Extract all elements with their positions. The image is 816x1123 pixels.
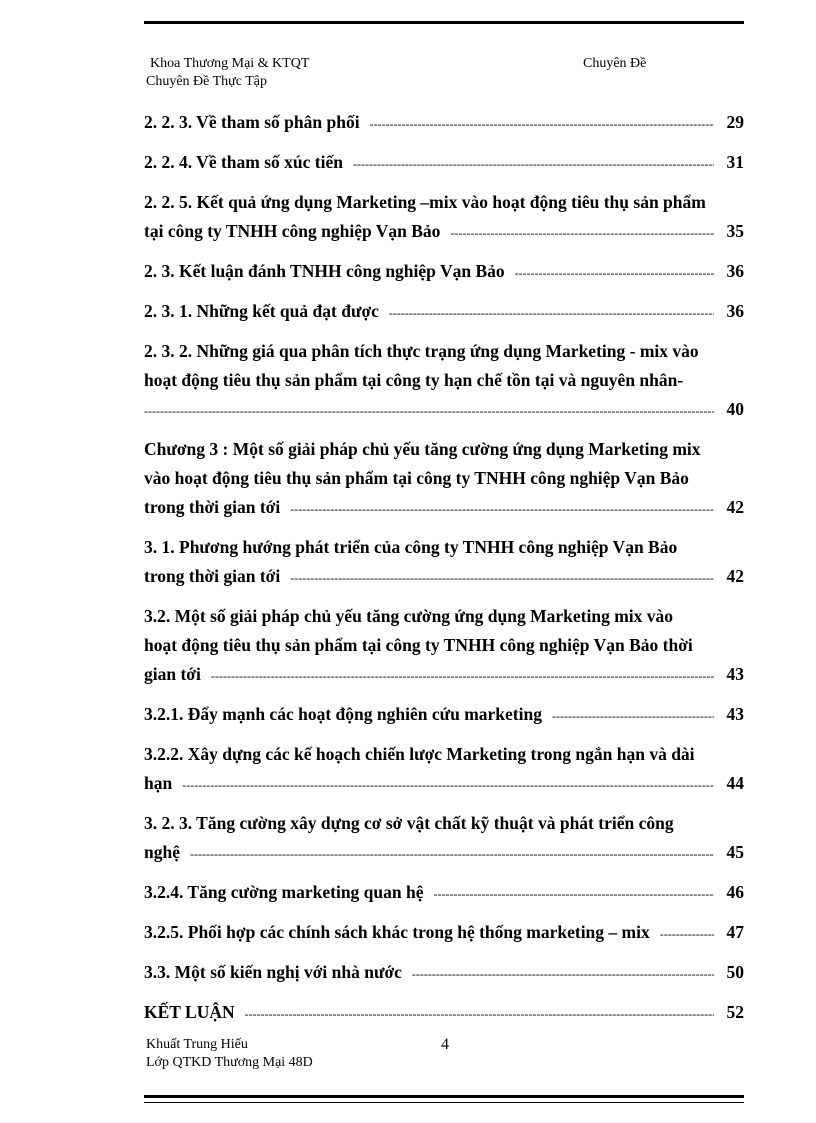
- toc-entry-title: 3.2.1. Đẩy mạnh các hoạt động nghiên cứu marketing: [144, 704, 542, 724]
- toc-entry-title: hạn: [144, 773, 173, 793]
- dot-leader: [245, 1000, 714, 1029]
- toc-entry-lastline: [144, 769, 744, 800]
- toc-page-number: 29: [726, 112, 744, 132]
- toc-entry-title: 2. 2. 4. Về tham số xúc tiến: [144, 152, 343, 172]
- toc-entry[interactable]: [144, 337, 744, 426]
- page-number: 4: [441, 1036, 449, 1053]
- toc-entry-title: 2. 3. 1. Những kết quả đạt được: [144, 301, 379, 321]
- footer-rule: [144, 1095, 744, 1103]
- footer-class: Lớp QTKD Thương Mại 48D: [146, 1055, 313, 1070]
- header-faculty: Khoa Thương Mại & KTQT: [150, 56, 310, 71]
- toc-page-number: 42: [726, 497, 744, 517]
- toc-entry[interactable]: [144, 740, 744, 800]
- toc-page-number: 46: [726, 882, 744, 902]
- toc-entry-lastline: [144, 493, 744, 524]
- toc-entry-line: 2. 2. 5. Kết quả ứng dụng Marketing –mix vào hoạt động tiêu thụ sản phẩm: [144, 192, 706, 212]
- toc-entry[interactable]: [144, 435, 744, 524]
- toc-entry[interactable]: [144, 533, 744, 593]
- toc-page-number: 35: [726, 221, 744, 241]
- toc-entry[interactable]: [144, 108, 744, 139]
- dot-leader: [290, 495, 714, 524]
- dot-leader: [389, 299, 714, 328]
- dot-leader: [353, 150, 714, 179]
- toc-entry-line: 3.2. Một số giải pháp chủ yếu tăng cường ứng dụng Marketing mix vào: [144, 606, 674, 626]
- toc-entry-lastline: [144, 257, 744, 288]
- toc-entry-lastline: [144, 700, 744, 731]
- footer-author-block: [146, 1036, 313, 1072]
- toc-page-number: 43: [726, 664, 744, 684]
- toc-entry[interactable]: [144, 602, 744, 691]
- toc-page-number: 45: [726, 842, 744, 862]
- dot-leader: [552, 702, 714, 731]
- dot-leader: [182, 771, 714, 800]
- toc-page-number: 36: [726, 301, 744, 321]
- dot-leader: [144, 397, 714, 426]
- toc-entry-line: 3. 2. 3. Tăng cường xây dựng cơ sở vật chất kỹ thuật và phát triển công: [144, 813, 674, 833]
- toc-entry-lastline: [144, 108, 744, 139]
- toc-page-number: 31: [726, 152, 744, 172]
- toc-entry-title: trong thời gian tới: [144, 566, 281, 586]
- toc-entry-lastline: [144, 998, 744, 1029]
- toc-entry-lastline: [144, 297, 744, 328]
- header-rule: [144, 21, 744, 24]
- toc-entry[interactable]: [144, 998, 744, 1029]
- toc-entry-title: tại công ty TNHH công nghiệp Vạn Bảo: [144, 221, 441, 241]
- toc-entry[interactable]: [144, 809, 744, 869]
- toc-entry-line: 2. 3. 2. Những giá qua phân tích thực trạng ứng dụng Marketing - mix vào: [144, 341, 699, 361]
- table-of-contents: [144, 108, 744, 1038]
- toc-entry[interactable]: [144, 148, 744, 179]
- toc-entry-line: hoạt động tiêu thụ sản phẩm tại công ty TNHH công nghiệp Vạn Bảo thời: [144, 635, 693, 655]
- toc-entry-lastline: [144, 660, 744, 691]
- toc-entry-lastline: [144, 217, 744, 248]
- toc-entry-title: KẾT LUẬN: [144, 1002, 235, 1022]
- toc-entry[interactable]: [144, 188, 744, 248]
- toc-page-number: 36: [726, 261, 744, 281]
- toc-entry-line: 3.2.2. Xây dựng các kế hoạch chiến lược Marketing trong ngắn hạn và dài: [144, 744, 695, 764]
- header-subject: Chuyên Đề: [583, 56, 647, 71]
- toc-page-number: 44: [726, 773, 744, 793]
- toc-entry-lastline: [144, 958, 744, 989]
- toc-page-number: 47: [726, 922, 744, 942]
- toc-entry[interactable]: [144, 297, 744, 328]
- toc-entry-title: 2. 2. 3. Về tham số phân phối: [144, 112, 360, 132]
- toc-entry-lastline: [144, 562, 744, 593]
- toc-entry-line: Chương 3 : Một số giải pháp chủ yếu tăng cường ứng dụng Marketing mix: [144, 439, 701, 459]
- dot-leader: [290, 564, 714, 593]
- dot-leader: [370, 110, 714, 139]
- footer-author: Khuất Trung Hiếu: [146, 1037, 248, 1052]
- toc-entry-lastline: [144, 838, 744, 869]
- toc-entry[interactable]: [144, 878, 744, 909]
- dot-leader: [450, 219, 714, 248]
- toc-entry[interactable]: [144, 958, 744, 989]
- toc-page-number: 40: [726, 399, 744, 419]
- dot-leader: [660, 920, 714, 949]
- toc-entry-title: trong thời gian tới: [144, 497, 281, 517]
- toc-entry[interactable]: [144, 918, 744, 949]
- dot-leader: [211, 662, 714, 691]
- toc-entry-lastline: [144, 148, 744, 179]
- toc-entry-title: 2. 3. Kết luận đánh TNHH công nghiệp Vạn Bảo: [144, 261, 505, 281]
- header-report-type: Chuyên Đề Thực Tập: [146, 74, 267, 89]
- dot-leader: [515, 259, 714, 288]
- dot-leader: [190, 840, 714, 869]
- toc-entry-title: 3.2.4. Tăng cường marketing quan hệ: [144, 882, 424, 902]
- toc-entry-title: 3.3. Một số kiến nghị với nhà nước: [144, 962, 402, 982]
- toc-entry-line: vào hoạt động tiêu thụ sản phẩm tại công ty TNHH công nghiệp Vạn Bảo: [144, 468, 689, 488]
- toc-entry-title: nghệ: [144, 842, 180, 862]
- toc-entry-line: hoạt động tiêu thụ sản phẩm tại công ty hạn chế tồn tại và nguyên nhân-: [144, 370, 684, 390]
- toc-entry-lastline: [144, 395, 744, 426]
- dot-leader: [434, 880, 715, 909]
- toc-entry-title: gian tới: [144, 664, 201, 684]
- toc-entry-lastline: [144, 918, 744, 949]
- toc-page-number: 43: [726, 704, 744, 724]
- toc-entry-lastline: [144, 878, 744, 909]
- toc-page-number: 52: [726, 1002, 744, 1022]
- toc-entry[interactable]: [144, 700, 744, 731]
- toc-entry-line: 3. 1. Phương hướng phát triển của công ty TNHH công nghiệp Vạn Bảo: [144, 537, 678, 557]
- toc-page-number: 42: [726, 566, 744, 586]
- toc-entry[interactable]: [144, 257, 744, 288]
- dot-leader: [412, 960, 714, 989]
- toc-entry-title: 3.2.5. Phối hợp các chính sách khác trong hệ thống marketing – mix: [144, 922, 650, 942]
- toc-page-number: 50: [726, 962, 744, 982]
